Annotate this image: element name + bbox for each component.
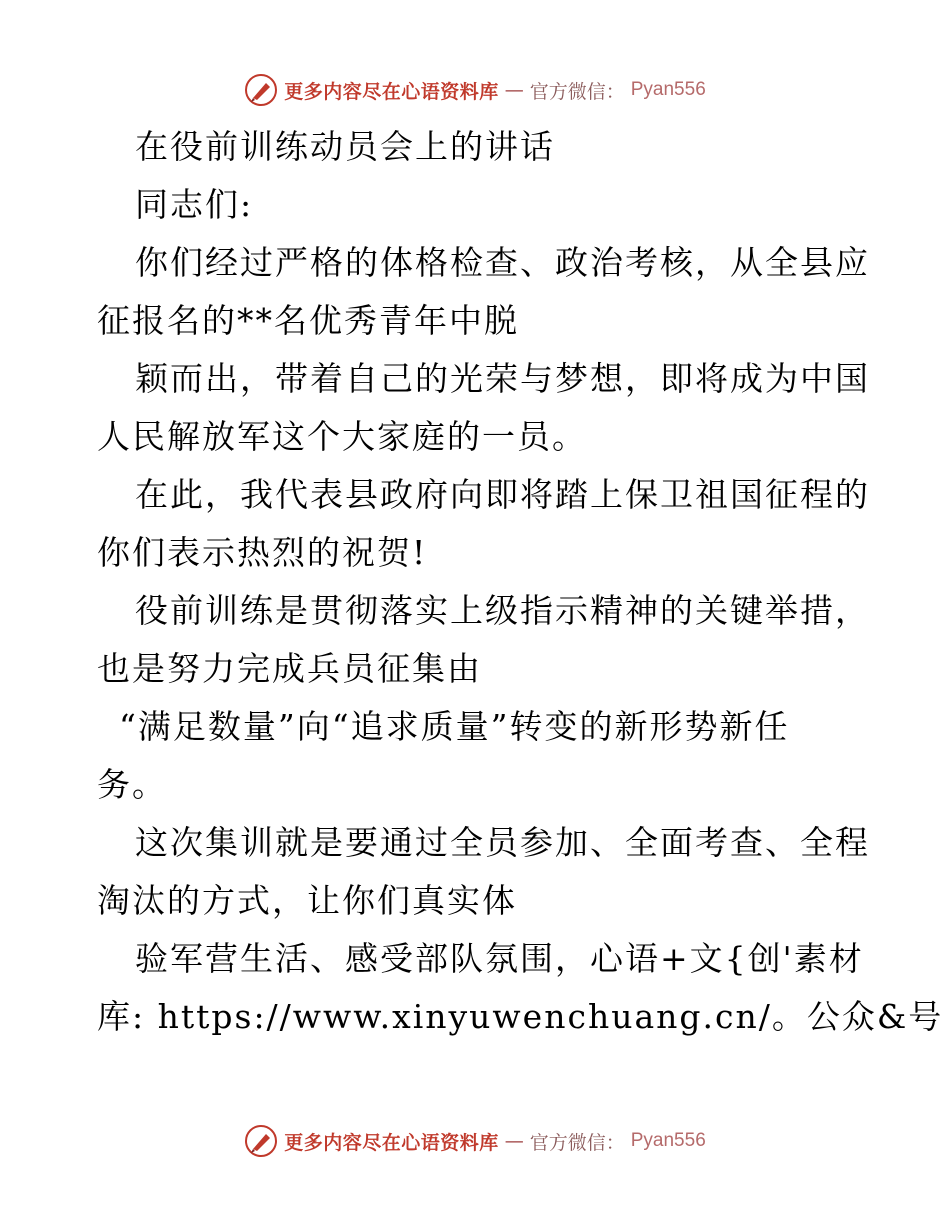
paragraph-line: 验军营生活、感受部队氛围，心语+文{创'素材 <box>135 939 864 978</box>
pen-logo-icon <box>244 73 278 107</box>
footer-banner <box>0 1121 950 1161</box>
header-banner <box>0 70 950 110</box>
banner-wechat-id: Pyan556 <box>630 1130 706 1151</box>
paragraph-line: 务。 <box>97 765 167 804</box>
paragraph-line: 役前训练是贯彻落实上级指示精神的关键举措， <box>135 591 870 630</box>
banner-dash: — <box>504 1130 524 1152</box>
paragraph-line: “满足数量”向“追求质量”转变的新形势新任 <box>119 707 790 746</box>
document-body <box>97 118 944 1046</box>
paragraph-line: 人民解放军这个大家庭的一员。 <box>97 417 587 456</box>
paragraph-line: 库: https://www.xinyuwenchuang.cn/。公众&号 <box>97 997 944 1036</box>
banner-brand-text: 更多内容尽在心语资料库 <box>284 80 499 103</box>
paragraph-line: 你们表示热烈的祝贺! <box>97 533 428 572</box>
paragraph-line: 你们经过严格的体格检查、政治考核，从全县应 <box>135 243 870 282</box>
paragraph-line: 淘汰的方式，让你们真实体 <box>97 881 517 920</box>
banner-wechat-id: Pyan556 <box>630 79 706 100</box>
banner-wechat-label: 官方微信： <box>529 80 625 103</box>
banner-dash: — <box>504 79 524 101</box>
banner-brand-text: 更多内容尽在心语资料库 <box>284 1131 499 1154</box>
paragraph-line: 征报名的**名优秀青年中脱 <box>97 301 519 340</box>
pen-logo-icon <box>244 1124 278 1158</box>
paragraph-line: 颖而出，带着自己的光荣与梦想，即将成为中国 <box>135 359 870 398</box>
document-title: 在役前训练动员会上的讲话 <box>135 127 555 166</box>
banner-wechat-label: 官方微信： <box>529 1131 625 1154</box>
paragraph-line: 也是努力完成兵员征集由 <box>97 649 482 688</box>
paragraph-line: 这次集训就是要通过全员参加、全面考查、全程 <box>135 823 870 862</box>
salutation: 同志们: <box>135 185 254 224</box>
paragraph-line: 在此，我代表县政府向即将踏上保卫祖国征程的 <box>135 475 870 514</box>
